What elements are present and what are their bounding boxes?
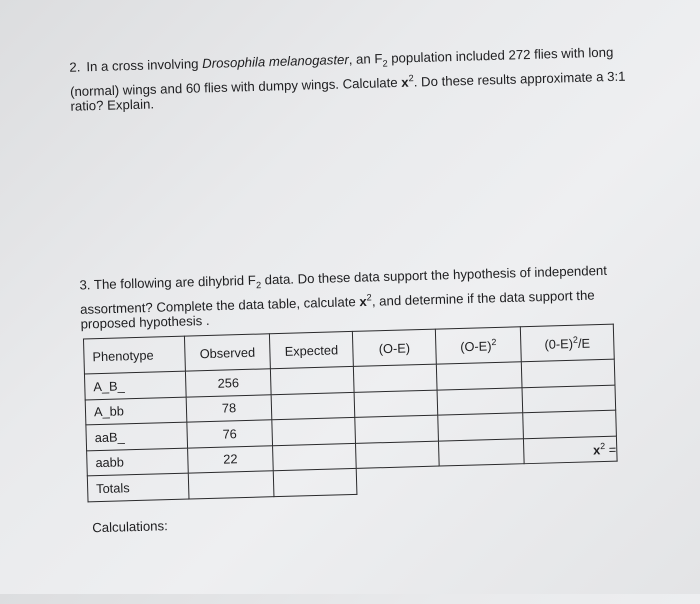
header-observed: Observed	[184, 334, 270, 371]
expected-cell[interactable]	[271, 392, 355, 420]
dihybrid-data-table	[83, 324, 618, 502]
expected-total-cell[interactable]	[273, 468, 357, 496]
phenotype-cell: aabb	[87, 448, 189, 476]
chi-square-superscript: 2	[600, 440, 606, 451]
question-2-text-4: . Do these results approximate a 3:1 ratio? Explain.	[70, 68, 626, 114]
observed-cell: 256	[185, 369, 271, 397]
observed-cell: 76	[187, 420, 273, 448]
header-o-minus-e-squared-sup: 2	[491, 336, 497, 347]
question-2-species: Drosophila melanogaster	[201, 51, 349, 72]
o-minus-e-squared-cell[interactable]	[438, 413, 524, 441]
phenotype-cell: aaB_	[86, 422, 188, 450]
question-3-text-1: The following are dihybrid F	[93, 272, 257, 293]
question-2-chi-symbol: x	[401, 74, 409, 90]
totals-label: Totals	[87, 473, 189, 501]
question-2-text-1: In a cross involving	[86, 56, 199, 75]
question-2-text-2: , an F	[348, 51, 383, 67]
chi-square-symbol: x	[592, 441, 601, 458]
observed-total-cell[interactable]	[188, 471, 274, 499]
question-2-text-3: population included 272 flies with long (normal) wings and 60 flies with dumpy wings. Calculate	[69, 44, 614, 99]
o-minus-e-squared-over-e-cell[interactable]	[521, 359, 615, 387]
observed-cell: 78	[186, 394, 272, 422]
o-minus-e-cell[interactable]	[354, 390, 438, 418]
header-o-minus-e-squared-over-e-a: (0-E)	[544, 335, 574, 352]
empty-cell	[524, 461, 618, 489]
question-3-chi-symbol: x	[359, 293, 367, 309]
question-2-number: 2.	[69, 59, 81, 75]
header-o-minus-e: (O-E)	[352, 329, 436, 366]
o-minus-e-squared-cell[interactable]	[438, 438, 524, 466]
question-3-generation-subscript: 2	[255, 280, 262, 291]
o-minus-e-cell[interactable]	[355, 415, 439, 443]
header-expected: Expected	[269, 331, 353, 368]
question-2-chi-superscript: 2	[408, 72, 414, 83]
phenotype-cell: A_B_	[84, 371, 186, 399]
observed-cell: 22	[188, 445, 274, 473]
header-phenotype: Phenotype	[83, 336, 185, 374]
chi-square-total-cell[interactable]	[523, 436, 617, 464]
header-o-minus-e-squared	[435, 327, 521, 364]
empty-cell	[439, 464, 525, 492]
question-3-chi-superscript: 2	[366, 292, 372, 303]
question-3	[79, 262, 645, 332]
o-minus-e-squared-cell[interactable]	[437, 387, 523, 415]
o-minus-e-cell[interactable]	[353, 364, 437, 392]
o-minus-e-squared-over-e-cell[interactable]	[523, 410, 617, 438]
question-2-generation-subscript: 2	[382, 58, 388, 69]
o-minus-e-cell[interactable]	[355, 441, 439, 469]
phenotype-cell: A_bb	[85, 397, 187, 425]
empty-cell	[356, 466, 440, 494]
question-3-number: 3.	[79, 277, 91, 293]
o-minus-e-squared-over-e-cell[interactable]	[522, 385, 616, 413]
question-2	[69, 44, 630, 114]
question-3-text-2: data. Do these data support the hypothesis of independent assortment? Complete the data table, calculate	[79, 262, 608, 317]
header-o-minus-e-squared-over-e	[520, 324, 614, 362]
header-o-minus-e-squared-text: (O-E)	[459, 338, 492, 355]
header-o-minus-e-squared-over-e-b: /E	[577, 335, 591, 351]
header-o-minus-e-squared-over-e-sup: 2	[572, 334, 578, 345]
expected-cell[interactable]	[270, 366, 354, 394]
calculations-label: Calculations:	[92, 518, 168, 536]
chi-square-equals: =	[605, 441, 617, 457]
question-3-text-3: , and determine if the data support the proposed hypothesis .	[80, 287, 595, 332]
expected-cell[interactable]	[272, 417, 356, 445]
expected-cell[interactable]	[273, 443, 357, 471]
o-minus-e-squared-cell[interactable]	[436, 362, 522, 390]
